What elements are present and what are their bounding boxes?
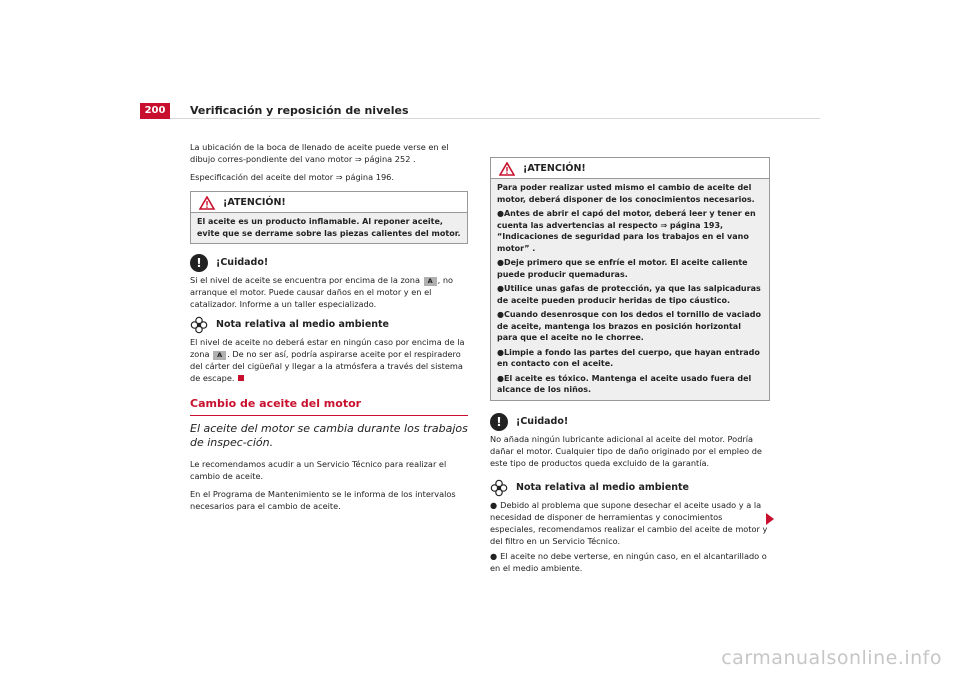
page-title: Verificación y reposición de niveles <box>190 104 409 117</box>
watermark: carmanualsonline.info <box>721 647 942 669</box>
warning-box <box>490 157 770 401</box>
warning-text: El aceite es un producto inflamable. Al reponer aceite, evite que se derrame sobre las piezas calientes del motor. <box>191 213 467 243</box>
environment-flower-icon <box>490 479 508 497</box>
caution-title: ¡Cuidado! <box>516 415 569 427</box>
environment-title: Nota relativa al medio ambiente <box>216 319 390 330</box>
warning-bullet: ●Limpie a fondo las partes del cuerpo, que hayan entrado en contacto con el aceite. <box>497 347 760 368</box>
oil-spec-text: Especificación del aceite del motor ⇒ página 196. <box>190 172 394 182</box>
caution-heading <box>190 254 468 272</box>
warning-triangle-icon <box>199 196 215 210</box>
right-column <box>490 157 770 577</box>
warning-bullet: ●Cuando desenrosque con los dedos el tornillo de vaciado de aceite, mantenga los brazos en posición horizontal para que el aceite no le chorree. <box>497 310 762 342</box>
section-paragraph: Le recomendamos acudir a un Servicio Técnico para realizar el cambio de aceite. <box>190 459 447 481</box>
warning-bullet: ●Deje primero que se enfríe el motor. El aceite caliente puede producir quemaduras. <box>497 258 748 279</box>
zone-a-tag: A <box>424 277 437 286</box>
warning-box <box>190 191 468 244</box>
left-column <box>190 141 468 518</box>
header-rule <box>140 118 820 119</box>
warning-bullet: ●Utilice unas gafas de protección, ya que las salpicaduras de aceite pueden producir heridas de tipo cáustico. <box>497 284 761 305</box>
environment-title: Nota relativa al medio ambiente <box>516 481 690 493</box>
caution-icon: ! <box>490 413 508 431</box>
warning-title: ¡ATENCIÓN! <box>523 163 586 174</box>
next-page-arrow-icon[interactable] <box>766 513 774 525</box>
fill-location-text: La ubicación de la boca de llenado de aceite puede verse en el dibujo corres-pondiente del vano motor ⇒ página 252 . <box>190 142 449 164</box>
environment-heading <box>490 479 770 497</box>
environment-bullet: ● El aceite no debe verterse, en ningún caso, en el alcantarillado o en el medio ambiente. <box>490 550 767 573</box>
warning-triangle-icon <box>499 162 515 176</box>
warning-bullet: ●El aceite es tóxico. Mantenga el aceite usado fuera del alcance de los niños. <box>497 373 752 394</box>
section-paragraph: En el Programa de Mantenimiento se le informa de los intervalos necesarios para el cambio de aceite. <box>190 489 456 511</box>
section-title: Cambio de aceite del motor <box>190 398 468 416</box>
caution-text: No añada ningún lubricante adicional al aceite del motor. Podría dañar el motor. Cualquier tipo de daño originado por el empleo de este tipo de productos queda excluido de la garantía. <box>490 433 762 468</box>
section-end-mark <box>238 375 244 381</box>
environment-flower-icon <box>190 316 208 334</box>
environment-bullet: ● Debido al problema que supone desechar el aceite usado y a la necesidad de disponer de herramientas y conocimientos especiales, recomendamos realizar el cambio del aceite de motor y del filtro en un Servicio Técnico. <box>490 499 768 546</box>
environment-text: El nivel de aceite no deberá estar en ningún caso por encima de la zona A . De no ser así, podría aspirarse aceite por el respiradero del cárter del cigüeñal y llegar a la atmósfera a través del sistema de escape. <box>190 337 465 383</box>
warning-body <box>491 179 769 400</box>
page-number: 200 <box>140 103 170 119</box>
warning-bullet: ●Antes de abrir el capó del motor, deberá leer y tener en cuenta las advertencias al respecto ⇒ página 193, “Indicaciones de seguridad para los trabajos en el vano motor” . <box>497 209 756 253</box>
caution-heading <box>490 413 770 431</box>
zone-a-tag: A <box>213 351 226 360</box>
caution-title: ¡Cuidado! <box>216 257 269 268</box>
section-subtitle: El aceite del motor se cambia durante los trabajos de inspec-ción. <box>190 422 468 449</box>
caution-text: Si el nivel de aceite se encuentra por encima de la zona A , no arranque el motor. Puede causar daños en el motor y en el catalizador. Informe a un taller especializado. <box>190 275 454 309</box>
caution-icon: ! <box>190 254 208 272</box>
warning-title: ¡ATENCIÓN! <box>223 197 286 208</box>
environment-heading <box>190 316 468 334</box>
warning-intro: Para poder realizar usted mismo el cambio de aceite del motor, deberá disponer de los conocimientos necesarios. <box>497 183 755 204</box>
